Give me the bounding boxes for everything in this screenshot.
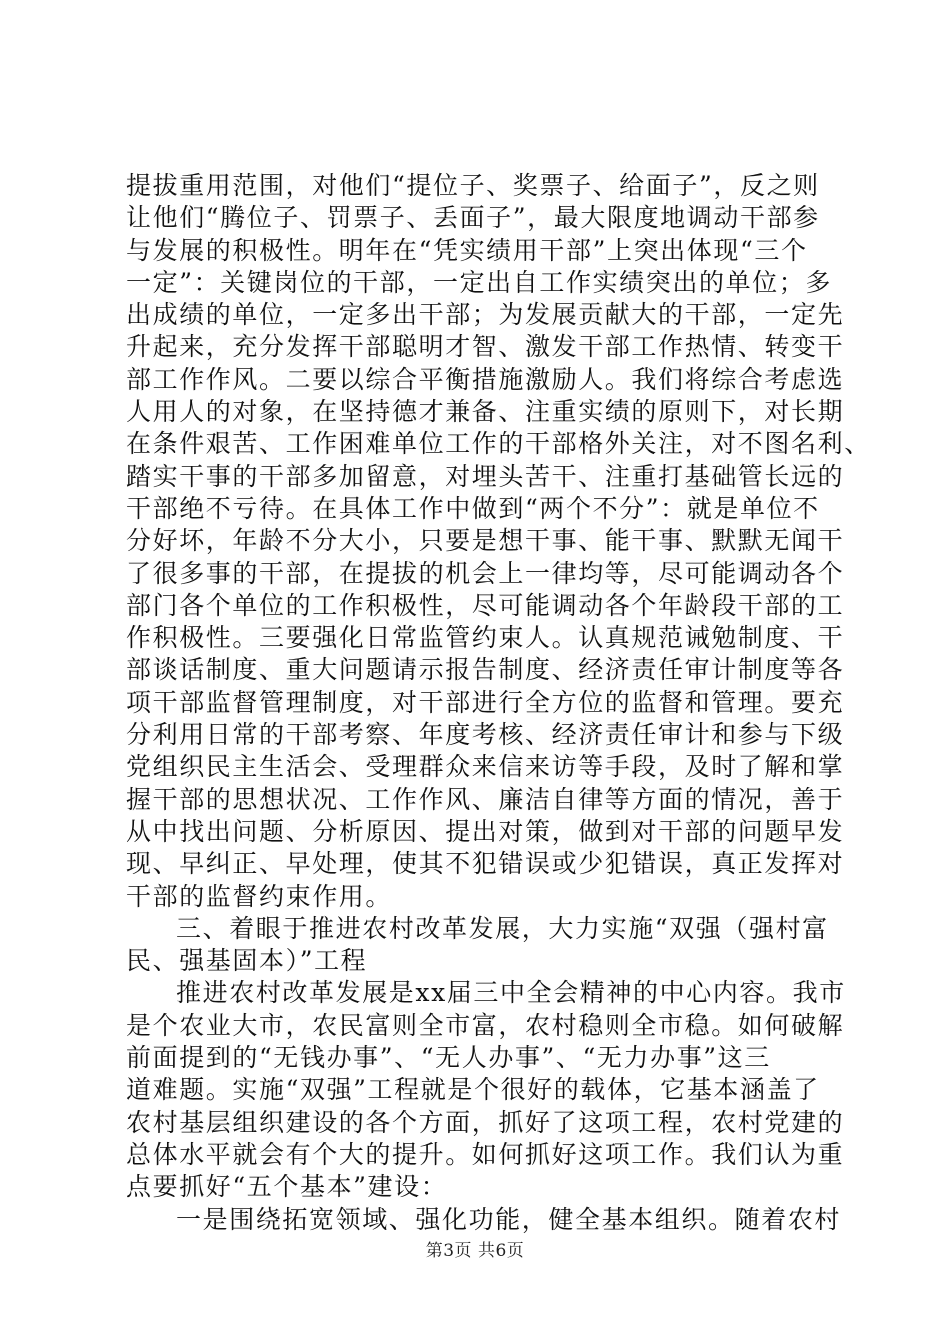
text-line: 提拔重用范围，对他们“提位子、奖票子、给面子”，反之则 <box>126 171 820 200</box>
text-line: 部谈话制度、重大问题请示报告制度、经济责任审计制度等各 <box>126 655 845 685</box>
text-line: 干部绝不亏待。在具体工作中做到“两个不分”：就是单位不 <box>126 493 820 523</box>
text-line: 部门各个单位的工作积极性，尽可能调动各个年龄段干部的工 <box>126 590 845 620</box>
document-body <box>126 170 871 1236</box>
text-line: 现、早纠正、早处理，使其不犯错误或少犯错误，真正发挥对 <box>126 849 845 879</box>
text-line: 握干部的思想状况、工作作风、廉洁自律等方面的情况，善于 <box>126 784 845 814</box>
text-line: 从中找出问题、分析原因、提出对策，做到对干部的问题早发 <box>126 816 845 846</box>
section-heading-line: 民、强基固本）”工程 <box>126 946 368 976</box>
text-line: 项干部监督管理制度，对干部进行全方位的监督和管理。要充 <box>126 687 845 717</box>
text-line: 总体水平就会有个大的提升。如何抓好这项工作。我们认为重 <box>126 1139 845 1169</box>
text-line: 踏实干事的干部多加留意，对埋头苦干、注重打基础管长远的 <box>126 461 845 491</box>
text-line: 作积极性。三要强化日常监管约束人。认真规范诫勉制度、干 <box>126 623 845 653</box>
text-line: 了很多事的干部，在提拔的机会上一律均等，尽可能调动各个 <box>126 558 845 588</box>
text-line: 出成绩的单位，一定多出干部；为发展贡献大的干部，一定先 <box>126 300 845 330</box>
text-line: 党组织民主生活会、受理群众来信来访等手段，及时了解和掌 <box>126 752 845 782</box>
text-line: 人用人的对象，在坚持德才兼备、注重实绩的原则下，对长期 <box>126 397 845 427</box>
text-line: 分利用日常的干部考察、年度考核、经济责任审计和参与下级 <box>126 720 845 750</box>
text-line: 是个农业大市，农民富则全市富，农村稳则全市稳。如何破解 <box>126 1010 845 1040</box>
text-line: 干部的监督约束作用。 <box>126 881 393 911</box>
text-line: 升起来，充分发挥干部聪明才智、激发干部工作热情、转变干 <box>126 332 845 362</box>
text-line: 让他们“腾位子、罚票子、丢面子”，最大限度地调动干部参 <box>126 203 820 233</box>
text-line: 一是围绕拓宽领域、强化功能，健全基本组织。随着农村 <box>176 1204 842 1234</box>
text-line: 一定”：关键岗位的干部，一定出自工作实绩突出的单位；多 <box>126 267 832 297</box>
text-line: 分好坏，年龄不分大小，只要是想干事、能干事、默默无闻干 <box>126 526 845 556</box>
text-line: 与发展的积极性。明年在“凭实绩用干部”上突出体现“三个 <box>126 235 808 265</box>
text-line: 部工作作风。二要以综合平衡措施激励人。我们将综合考虑选 <box>126 364 845 394</box>
section-heading-line: 三、着眼于推进农村改革发展，大力实施“双强（强村富 <box>176 913 829 943</box>
text-line: 在条件艰苦、工作困难单位工作的干部格外关注，对不图名利、 <box>126 429 871 459</box>
text-line: 农村基层组织建设的各个方面，抓好了这项工程，农村党建的 <box>126 1107 845 1137</box>
page-number-footer: 第3页 共6页 <box>425 1241 525 1261</box>
text-line: 推进农村改革发展是xx届三中全会精神的中心内容。我市 <box>176 978 846 1008</box>
text-line: 前面提到的“无钱办事”、“无人办事”、“无力办事”这三 <box>126 1043 771 1073</box>
text-line: 点要抓好“五个基本”建设： <box>126 1172 448 1202</box>
text-line: 道难题。实施“双强”工程就是个很好的载体，它基本涵盖了 <box>126 1075 820 1105</box>
